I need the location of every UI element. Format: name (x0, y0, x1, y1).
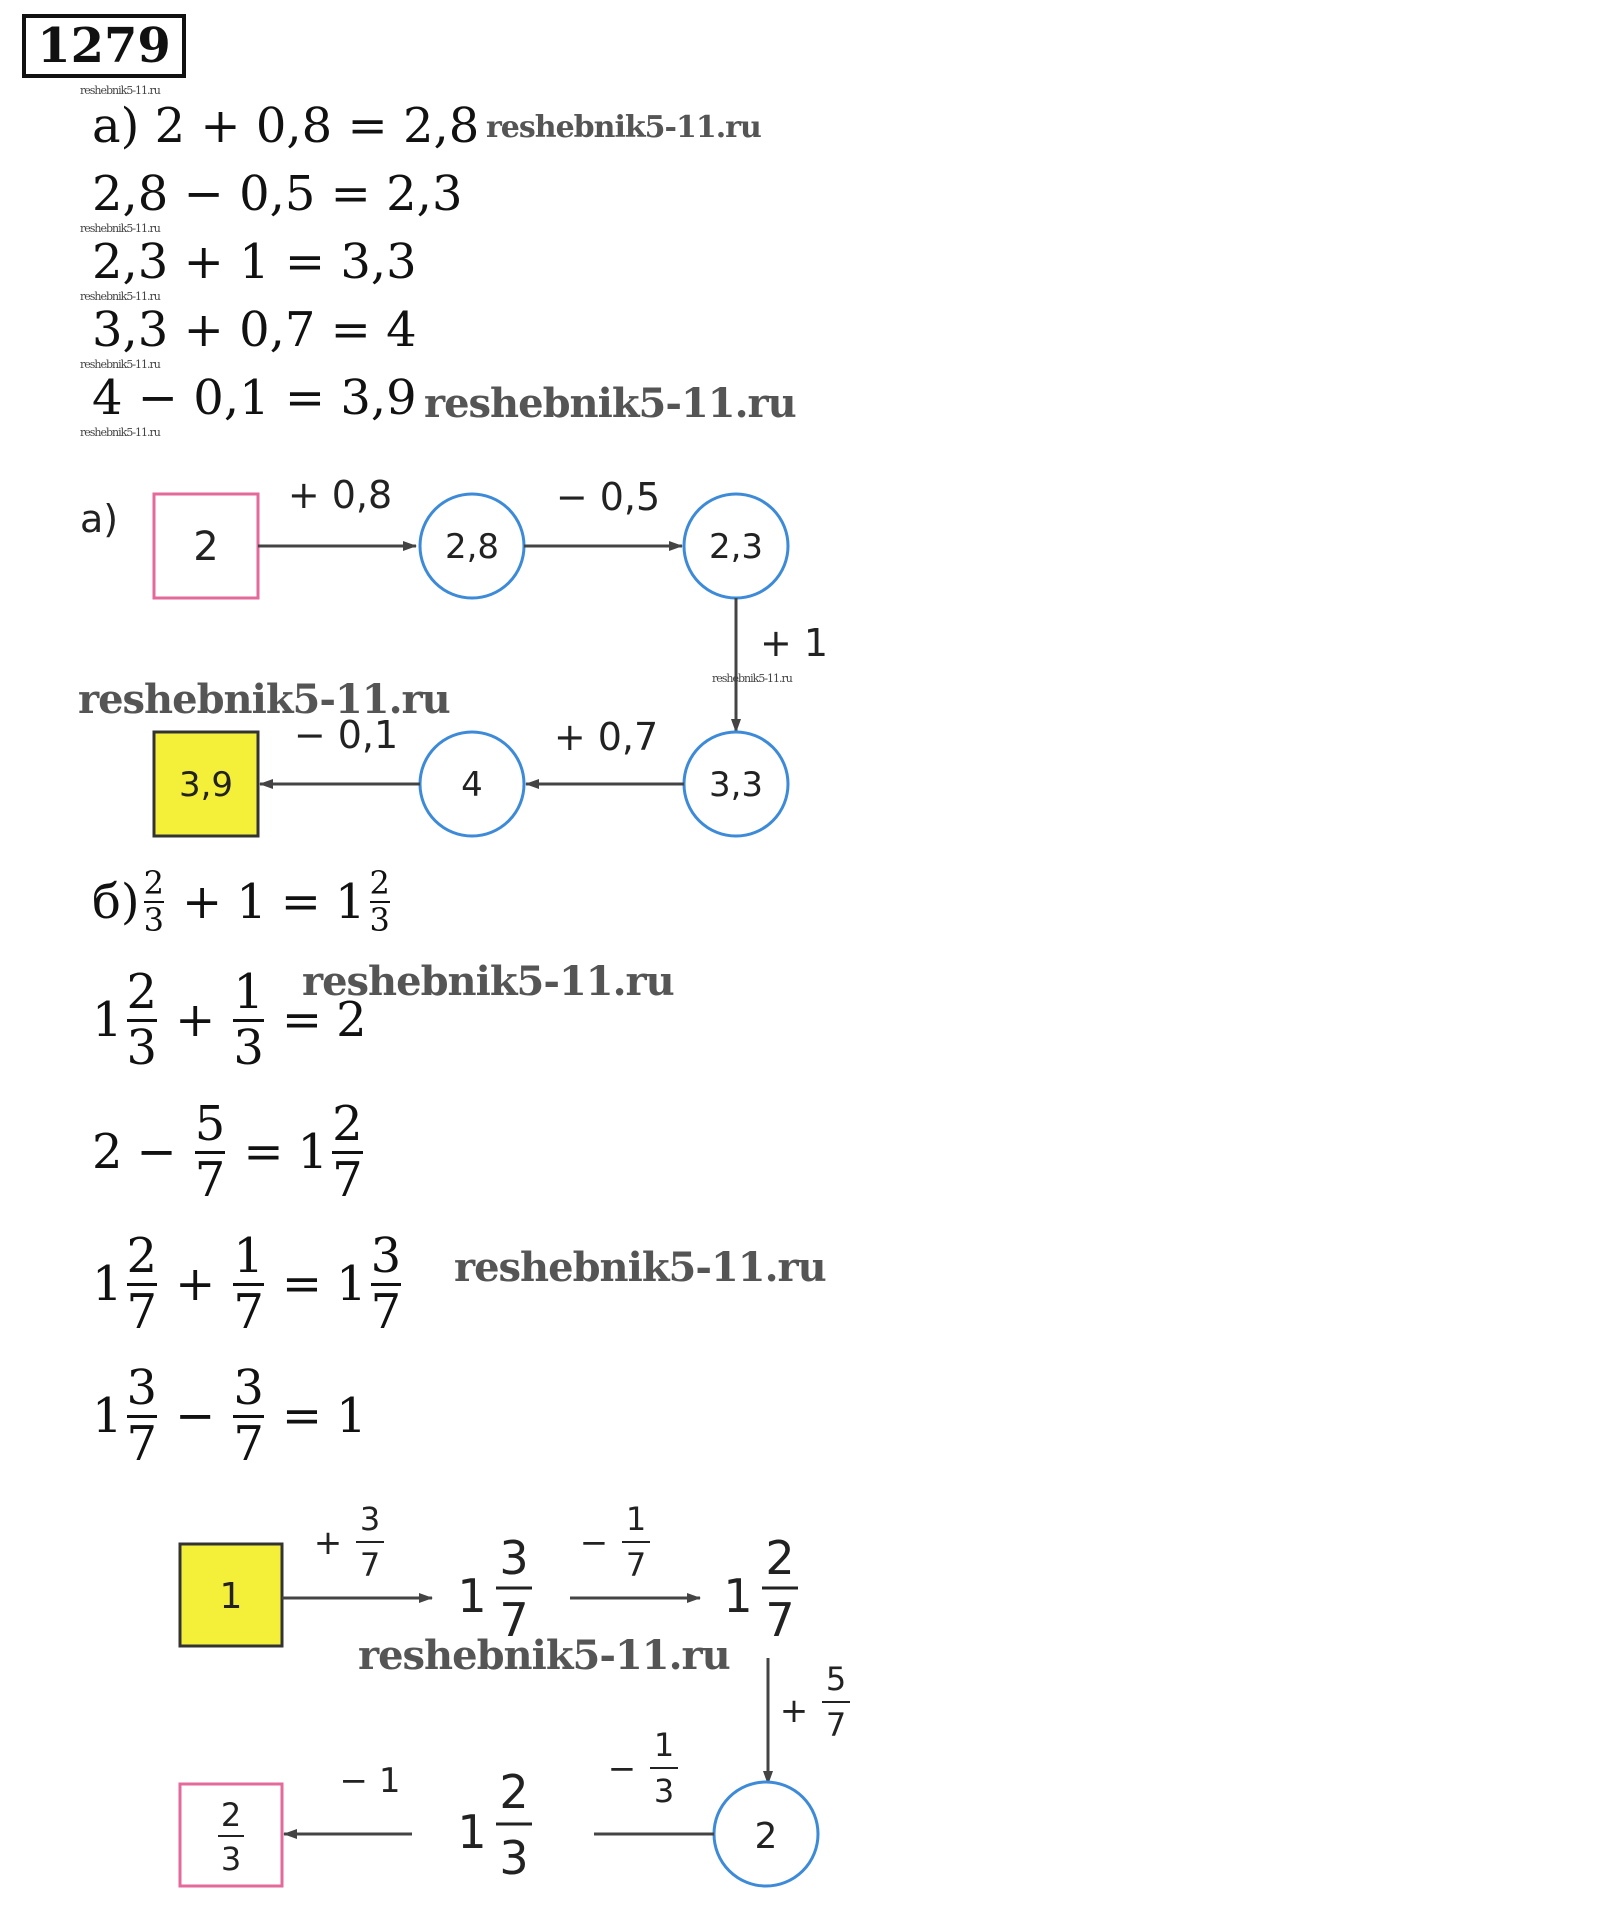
whole: 1 (92, 1388, 123, 1445)
fraction: $\frac{2}{3}$ (126, 964, 158, 1076)
op-label: − 0,1 (293, 713, 399, 757)
equation-a2: 2,8 − 0,5 = 2,3 (92, 166, 463, 222)
watermark-small: reshebnik5-11.ru (80, 84, 160, 97)
equation-b4 (92, 1230, 405, 1339)
fraction: $\frac{2}{3}$ (369, 864, 390, 940)
result-num: 2 (220, 1796, 242, 1834)
op-sign: − (579, 1523, 609, 1563)
equation-b3 (92, 1098, 367, 1207)
equation-a4: 3,3 + 0,7 = 4 (92, 302, 417, 358)
operator: + (175, 992, 216, 1049)
op-den: 3 (653, 1772, 675, 1810)
fraction: $\frac{5}{7}$ (194, 1096, 226, 1208)
node-whole: 1 (457, 1569, 487, 1623)
node-value: 2 (754, 1816, 778, 1857)
node-num: 2 (499, 1765, 529, 1819)
whole: 1 (92, 1256, 123, 1313)
op-num: 3 (359, 1500, 381, 1538)
watermark-small: reshebnik5-11.ru (80, 290, 160, 303)
whole: 1 (334, 874, 366, 931)
fraction: $\frac{3}{7}$ (370, 1228, 402, 1340)
equation-a5: 4 − 0,1 = 3,9 (92, 370, 417, 426)
fraction: $\frac{1}{3}$ (233, 964, 264, 1076)
watermark: reshebnik5-11.ru (454, 1244, 826, 1291)
whole: 1 (297, 1124, 329, 1181)
operator: − (175, 1388, 216, 1445)
op-label: + 1 (759, 621, 829, 665)
op-label: + 0,7 (553, 715, 659, 759)
task-number: 1279 (22, 14, 186, 78)
diagram-a-label: а) (80, 497, 119, 541)
equals: = (281, 992, 323, 1049)
node-num: 3 (499, 1531, 529, 1585)
watermark: reshebnik5-11.ru (78, 676, 450, 723)
node-value: 2,8 (444, 527, 500, 567)
fraction: $\frac{1}{7}$ (233, 1228, 264, 1340)
watermark-small: reshebnik5-11.ru (80, 426, 160, 439)
operator: + (175, 1256, 216, 1313)
node-num: 2 (765, 1531, 795, 1585)
fraction: $\frac{3}{7}$ (233, 1360, 264, 1472)
fraction: $\frac{2}{7}$ (332, 1096, 363, 1208)
watermark: reshebnik5-11.ru (486, 110, 761, 145)
watermark: reshebnik5-11.ru (302, 958, 674, 1005)
op-label: + 0,8 (287, 473, 393, 517)
op-sign: + (313, 1523, 343, 1563)
chain-diagram-b (160, 1490, 880, 1910)
fraction: $\frac{3}{7}$ (126, 1360, 158, 1472)
op-label: − 1 (339, 1761, 401, 1801)
op-sign: + (779, 1691, 809, 1731)
equation-a3: 2,3 + 1 = 3,3 (92, 234, 417, 290)
result-den: 3 (220, 1840, 242, 1878)
node-whole: 1 (457, 1805, 487, 1859)
node-den: 3 (499, 1831, 529, 1885)
fraction: $\frac{2}{7}$ (126, 1228, 158, 1340)
equation-b1 (92, 866, 394, 938)
op-den: 7 (359, 1546, 381, 1584)
whole: 1 (336, 1256, 367, 1313)
equals: = (281, 1256, 323, 1313)
chain-diagram-a (70, 470, 850, 850)
watermark: reshebnik5-11.ru (358, 1632, 730, 1679)
op-den: 7 (825, 1706, 847, 1744)
watermark: reshebnik5-11.ru (424, 380, 796, 427)
operator: + (181, 874, 223, 931)
number: 1 (236, 874, 267, 931)
start-value: 1 (219, 1576, 243, 1617)
result-value: 3,9 (178, 765, 234, 805)
watermark-small: reshebnik5-11.ru (712, 672, 792, 685)
equals: = (243, 1124, 284, 1181)
part-a-label: а) (92, 98, 140, 154)
op-label: − 0,5 (555, 475, 661, 519)
op-num: 1 (625, 1500, 647, 1538)
node-value: 4 (461, 765, 483, 805)
equals: = (281, 1388, 323, 1445)
number: 2 (92, 1124, 123, 1181)
equation-b5 (92, 1362, 367, 1471)
node-whole: 1 (723, 1569, 753, 1623)
op-den: 7 (625, 1546, 647, 1584)
operator: − (136, 1124, 177, 1181)
result: 1 (336, 1388, 367, 1445)
fraction: $\frac{2}{3}$ (143, 864, 164, 940)
op-sign: − (607, 1749, 637, 1789)
equation-b2 (92, 966, 367, 1075)
equals: = (280, 874, 321, 931)
watermark-small: reshebnik5-11.ru (80, 358, 160, 371)
node-value: 2,3 (708, 527, 764, 567)
whole: 1 (92, 992, 123, 1049)
part-b-label: б) (92, 874, 140, 931)
result: 2 (336, 992, 367, 1049)
node-den: 7 (765, 1593, 795, 1647)
node-den: 7 (499, 1593, 529, 1647)
equation-a1 (92, 96, 479, 156)
op-num: 5 (825, 1660, 847, 1698)
node-value: 3,3 (708, 765, 764, 805)
watermark-small: reshebnik5-11.ru (80, 222, 160, 235)
equation-text: 2 + 0,8 = 2,8 (154, 98, 480, 154)
op-num: 1 (653, 1726, 675, 1764)
start-value: 2 (193, 524, 219, 570)
